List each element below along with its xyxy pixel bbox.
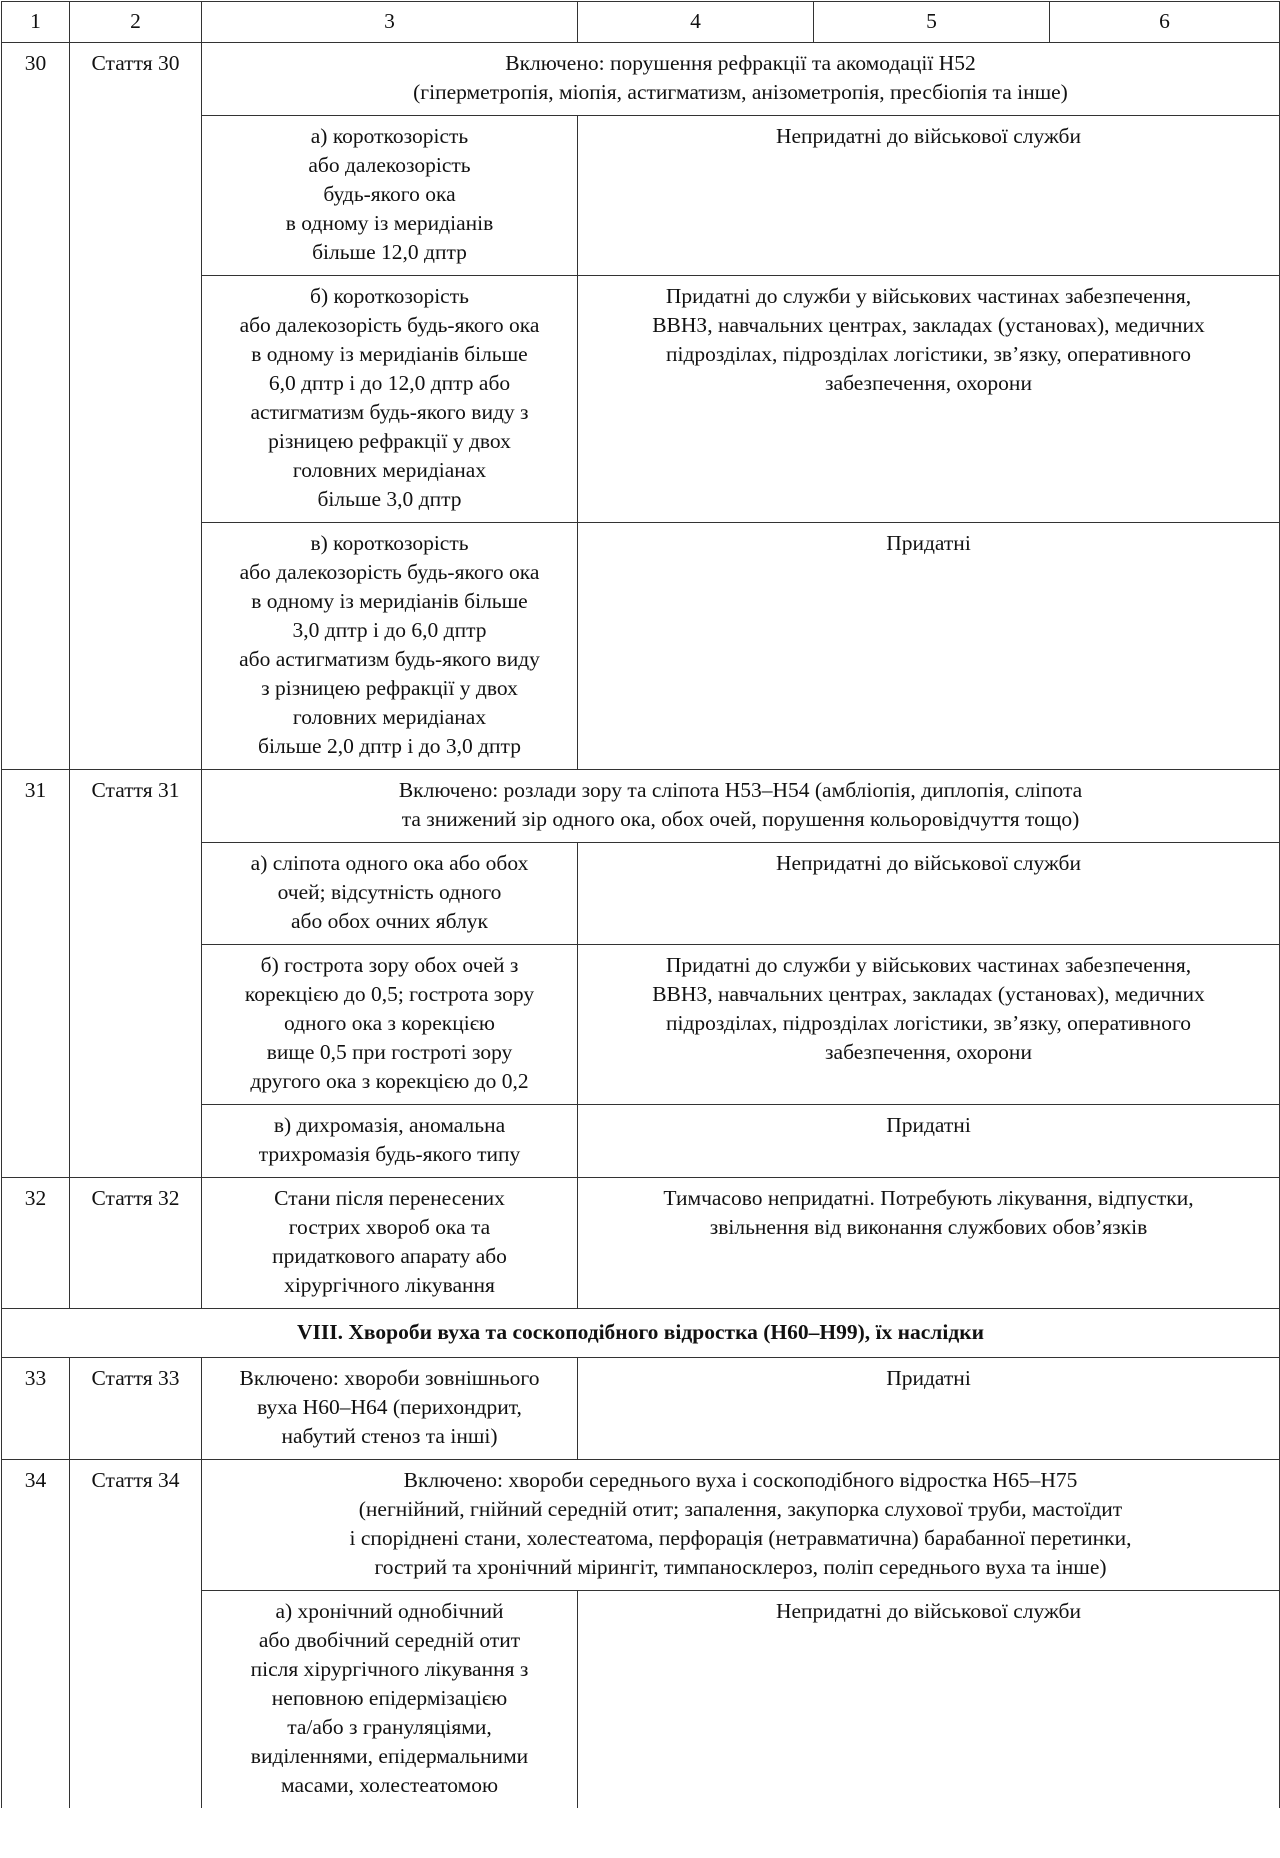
table-row [2,276,1280,523]
column-number-row [2,2,1280,43]
row-number-continued [2,1591,70,1809]
table-row [2,1591,1280,1809]
row-number: 33 [2,1358,70,1460]
article-32-row [2,1178,1280,1309]
condition-cell: б) гострота зору обох очей з корекцією до 0,5; гострота зору одного ока з корекцією вище 0,5 при гостроті зору другого ока з корекцією до 0,2 [202,945,578,1105]
table-row [2,116,1280,276]
verdict-cell: Непридатні до військової служби [578,843,1280,945]
column-number: 3 [202,2,578,43]
section-heading: VIII. Хвороби вуха та соскоподібного відростка (H60–H99), їх наслідки [2,1309,1280,1358]
table-row [2,1105,1280,1178]
column-number: 4 [578,2,814,43]
article-label: Стаття 33 [70,1358,202,1460]
article-label-continued [70,1105,202,1178]
article-intro: Включено: хвороби середнього вуха і соскоподібного відростка H65–H75 (негнійний, гнійний середній отит; запалення, закупорка слухової труби, мастоїдит і споріднені стани, холестеатома, перфорація (нетравматична) барабанної перетинки, гострий та хронічний мірингіт, тимпаносклероз, поліп середнього вуха та інше) [202,1460,1280,1591]
row-number-continued [2,1105,70,1178]
article-label: Стаття 32 [70,1178,202,1309]
article-label-continued [70,945,202,1105]
condition-cell: Стани після перенесених гострих хвороб ока та придаткового апарату або хірургічного лікування [202,1178,578,1309]
verdict-cell: Непридатні до військової служби [578,1591,1280,1809]
row-number: 32 [2,1178,70,1309]
verdict-cell: Непридатні до військової служби [578,116,1280,276]
verdict-cell: Придатні до служби у військових частинах забезпечення, ВВНЗ, навчальних центрах, закладах (установах), медичних підрозділах, підрозділах логістики, зв’язку, оперативного забезпечення, охорони [578,276,1280,523]
section-heading-row [2,1309,1280,1358]
article-intro: Включено: порушення рефракції та акомодації H52 (гіперметропія, міопія, астигматизм, анізометропія, пресбіопія та інше) [202,43,1280,116]
verdict-cell: Придатні [578,523,1280,770]
verdict-cell: Придатні [578,1105,1280,1178]
row-number-continued [2,116,70,276]
article-intro: Включено: розлади зору та сліпота H53–H54 (амбліопія, диплопія, сліпота та знижений зір одного ока, обох очей, порушення кольоровідчуття тощо) [202,770,1280,843]
article-label-continued [70,523,202,770]
article-label: Стаття 34 [70,1460,202,1591]
row-number-continued [2,843,70,945]
condition-cell: а) короткозорість або далекозорість будь-якого ока в одному із меридіанів більше 12,0 дптр [202,116,578,276]
table-row [2,523,1280,770]
fitness-table [1,1,1280,1808]
verdict-cell: Тимчасово непридатні. Потребують лікування, відпустки, звільнення від виконання службових обов’язків [578,1178,1280,1309]
article-31-intro-row [2,770,1280,843]
row-number: 31 [2,770,70,843]
condition-cell: в) дихромазія, аномальна трихромазія будь-якого типу [202,1105,578,1178]
row-number-continued [2,945,70,1105]
article-30-intro-row [2,43,1280,116]
article-34-intro-row [2,1460,1280,1591]
row-number: 30 [2,43,70,116]
verdict-cell: Придатні до служби у військових частинах забезпечення, ВВНЗ, навчальних центрах, закладах (установах), медичних підрозділах, підрозділах логістики, зв’язку, оперативного забезпечення, охорони [578,945,1280,1105]
article-label-continued [70,1591,202,1809]
condition-cell: б) короткозорість або далекозорість будь-якого ока в одному із меридіанів більше 6,0 дптр і до 12,0 дптр або астигматизм будь-якого виду з різницею рефракції у двох головних меридіанах більше 3,0 дптр [202,276,578,523]
article-label-continued [70,276,202,523]
article-label: Стаття 31 [70,770,202,843]
column-number: 2 [70,2,202,43]
column-number: 1 [2,2,70,43]
table-row [2,945,1280,1105]
column-number: 6 [1050,2,1280,43]
condition-cell: в) короткозорість або далекозорість будь-якого ока в одному із меридіанів більше 3,0 дптр і до 6,0 дптр або астигматизм будь-якого виду з різницею рефракції у двох головних меридіанах більше 2,0 дптр і до 3,0 дптр [202,523,578,770]
row-number-continued [2,523,70,770]
article-33-row [2,1358,1280,1460]
column-number: 5 [814,2,1050,43]
table-row [2,843,1280,945]
article-label-continued [70,116,202,276]
row-number: 34 [2,1460,70,1591]
article-label: Стаття 30 [70,43,202,116]
verdict-cell: Придатні [578,1358,1280,1460]
condition-cell: а) хронічний однобічний або двобічний середній отит після хірургічного лікування з неповною епідермізацією та/або з грануляціями, виділеннями, епідермальними масами, холестеатомою [202,1591,578,1809]
article-label-continued [70,843,202,945]
condition-cell: а) сліпота одного ока або обох очей; відсутність одного або обох очних яблук [202,843,578,945]
row-number-continued [2,276,70,523]
condition-cell: Включено: хвороби зовнішнього вуха H60–H64 (перихондрит, набутий стеноз та інші) [202,1358,578,1460]
